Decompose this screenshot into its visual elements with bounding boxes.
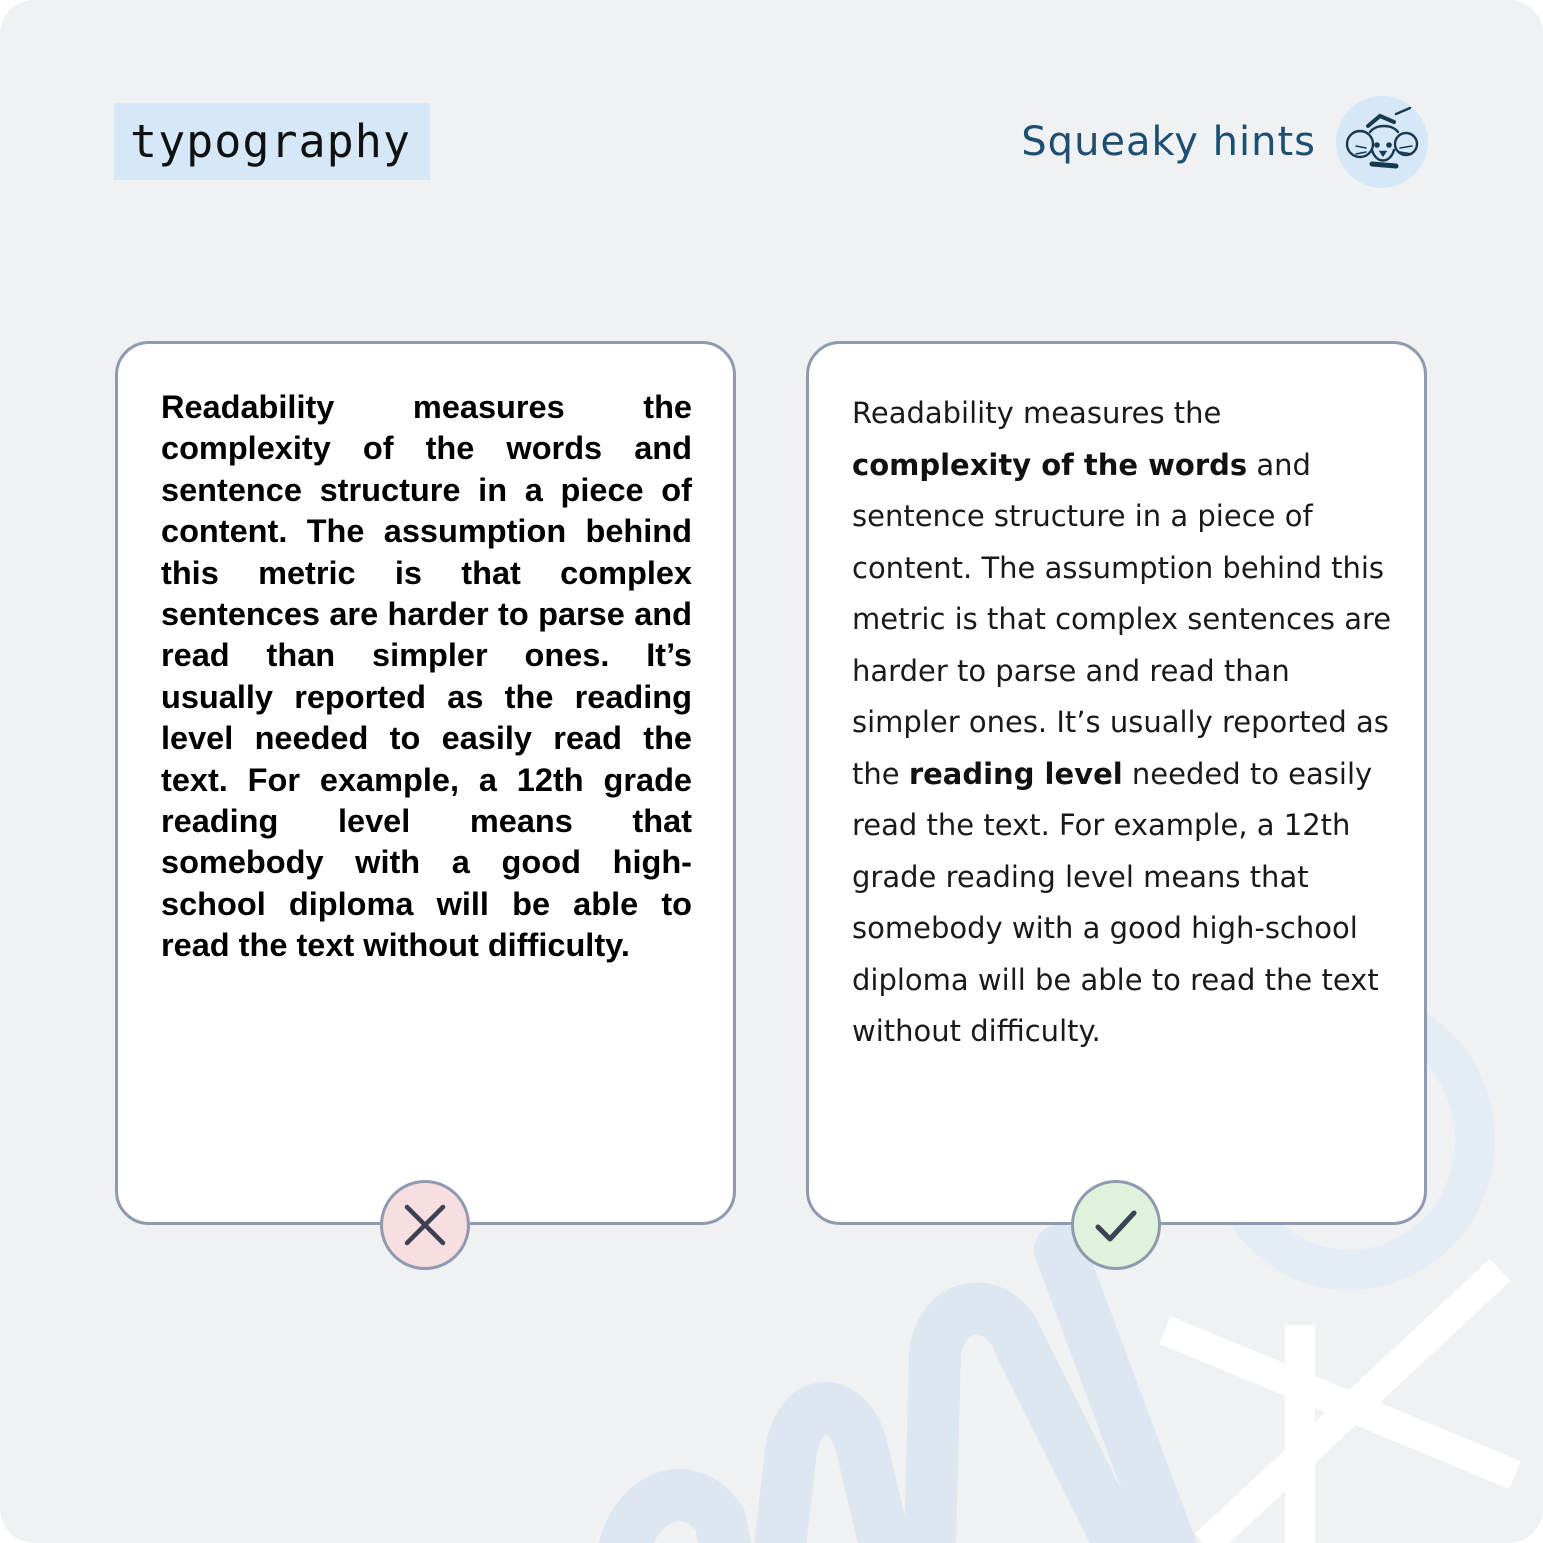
- asterisk-doodle: [1165, 1270, 1515, 1543]
- bad-example-text: Readability measures the complexity of the words and sentence structure in a piece of content. The assumption behind this metric is that complex sentences are harder to parse and read than simpler ones. It’s usually reported as the reading level needed to easily read the text. For example, a 12th grade reading level means that somebody with a good high-school diploma will be able to read the text without difficulty.: [161, 389, 692, 964]
- bad-example-card: [115, 341, 736, 1225]
- bad-example-badge: [380, 1180, 470, 1270]
- good-text-highlight: complexity of the words: [852, 447, 1248, 482]
- good-text-highlight: reading level: [908, 756, 1123, 791]
- cross-icon: [401, 1201, 449, 1249]
- good-text-segment: and sentence structure in a piece of content. The assumption behind this metric is that complex sentences are harder to parse and read than simpler ones. It’s usually reported as the: [852, 447, 1392, 791]
- good-text-segment: Readability measures the: [852, 396, 1222, 430]
- good-example-text: [852, 388, 1392, 1058]
- brand-name: Squeaky hints: [1021, 119, 1316, 165]
- mouse-mascot-icon: [1336, 96, 1428, 188]
- brand: [1021, 96, 1428, 188]
- good-text-segment: needed to easily read the text. For example, a 12th grade reading level means that somebody with a good high-school diploma will be able to read the text without difficulty.: [852, 756, 1379, 1048]
- topic-tag: typography: [114, 103, 430, 180]
- good-example-card: [806, 341, 1427, 1225]
- check-icon: [1092, 1201, 1140, 1249]
- good-example-badge: [1071, 1180, 1161, 1270]
- wave-doodle: [625, 1250, 1170, 1543]
